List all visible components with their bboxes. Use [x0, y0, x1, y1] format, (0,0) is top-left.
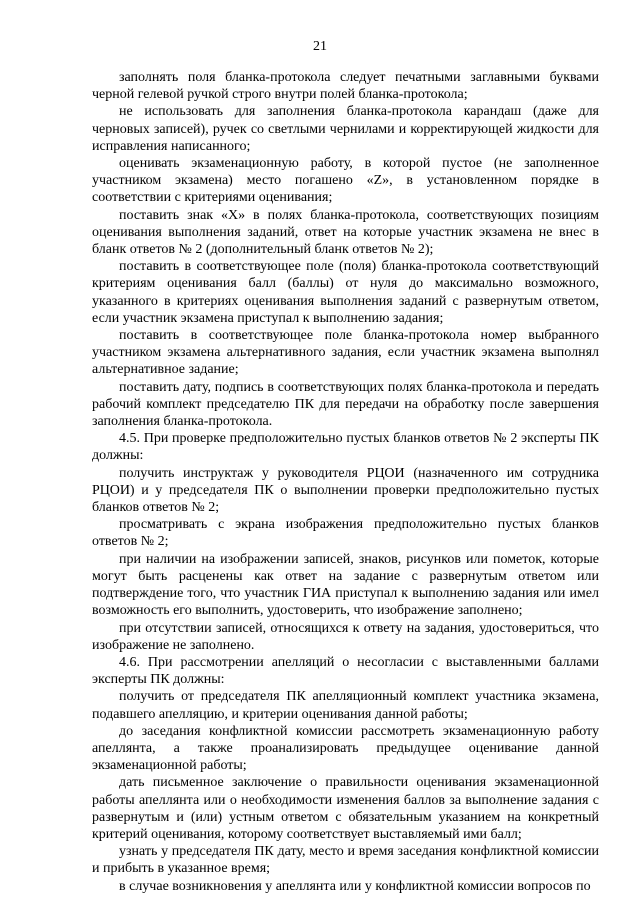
paragraph: поставить в соответствующее поле бланка-протокола номер выбранного участником экзамена альтернативного задания, если участник экзамена выполнял альтернативное задание;	[92, 328, 599, 378]
section-heading-4-6: 4.6. При рассмотрении апелляций о несогласии с выставленными баллами эксперты ПК должны:	[92, 654, 599, 688]
paragraph: в случае возникновения у апеллянта или у конфликтной комиссии вопросов по	[119, 878, 591, 894]
paragraph: получить от председателя ПК апелляционный комплект участника экзамена, подавшего апелляцию, и критерии оценивания данной работы;	[92, 689, 599, 722]
paragraph: не использовать для заполнения бланка-протокола карандаш (даже для черновых записей), ручек со светлыми чернилами и корректирующей жидкости для исправления написанного;	[92, 104, 599, 154]
paragraph: дать письменное заключение о правильности оценивания экзаменационной работы апеллянта или о необходимости изменения баллов за выполнение задания с развернутым и (или) устным ответом с обязательным указанием на конкретный критерий оценивания, которому соответствует выставляемый ими балл;	[92, 775, 599, 842]
paragraph: поставить в соответствующее поле (поля) бланка-протокола соответствующий критериям оценивания балл (баллы) от нуля до максимально возможного, указанного в критериях оценивания выполнения заданий с развернутым ответом, если участник экзамена приступал к выполнению задания;	[92, 259, 599, 326]
paragraph: заполнять поля бланка-протокола следует печатными заглавными буквами черной гелевой ручкой строго внутри полей бланка-протокола;	[92, 70, 599, 103]
paragraph: поставить знак «X» в полях бланка-протокола, соответствующих позициям оценивания выполнения заданий, ответ на которые участник экзамена не внес в бланк ответов № 2 (дополнительный бланк ответов № 2);	[92, 207, 599, 258]
document-body	[92, 69, 599, 895]
paragraph: при отсутствии записей, относящихся к ответу на задания, удостовериться, что изображение не заполнено.	[92, 620, 599, 653]
paragraph: просматривать с экрана изображения предположительно пустых бланков ответов № 2;	[92, 517, 599, 550]
paragraph: оценивать экзаменационную работу, в которой пустое (не заполненное участником экзамена) место погашено «Z», в установленном порядке в соответствии с критериями оценивания;	[92, 156, 599, 206]
paragraph: узнать у председателя ПК дату, место и время заседания конфликтной комиссии и прибыть в указанное время;	[92, 844, 599, 877]
section-heading-4-5: 4.5. При проверке предположительно пустых бланков ответов № 2 эксперты ПК должны:	[92, 431, 599, 464]
paragraph: до заседания конфликтной комиссии рассмотреть экзаменационную работу апеллянта, а также проанализировать предыдущее оценивание данной экзаменационной работы;	[92, 723, 599, 774]
paragraph: при наличии на изображении записей, знаков, рисунков или пометок, которые могут быть расценены как ответ на задание с развернутым ответом или подтверждение того, что участник ГИА приступал к выполнению задания или имел возможность его выполнить, удостоверить, что изображение заполнено;	[92, 551, 599, 619]
paragraph: получить инструктаж у руководителя РЦОИ (назначенного им сотрудника РЦОИ) и у председателя ПК о выполнении проверки предположительно пустых бланков ответов № 2;	[92, 465, 599, 516]
paragraph: поставить дату, подпись в соответствующих полях бланка-протокола и передать рабочий комплект председателю ПК для передачи на обработку после завершения заполнения бланка-протокола.	[92, 379, 599, 430]
page-number: 21	[313, 39, 327, 54]
